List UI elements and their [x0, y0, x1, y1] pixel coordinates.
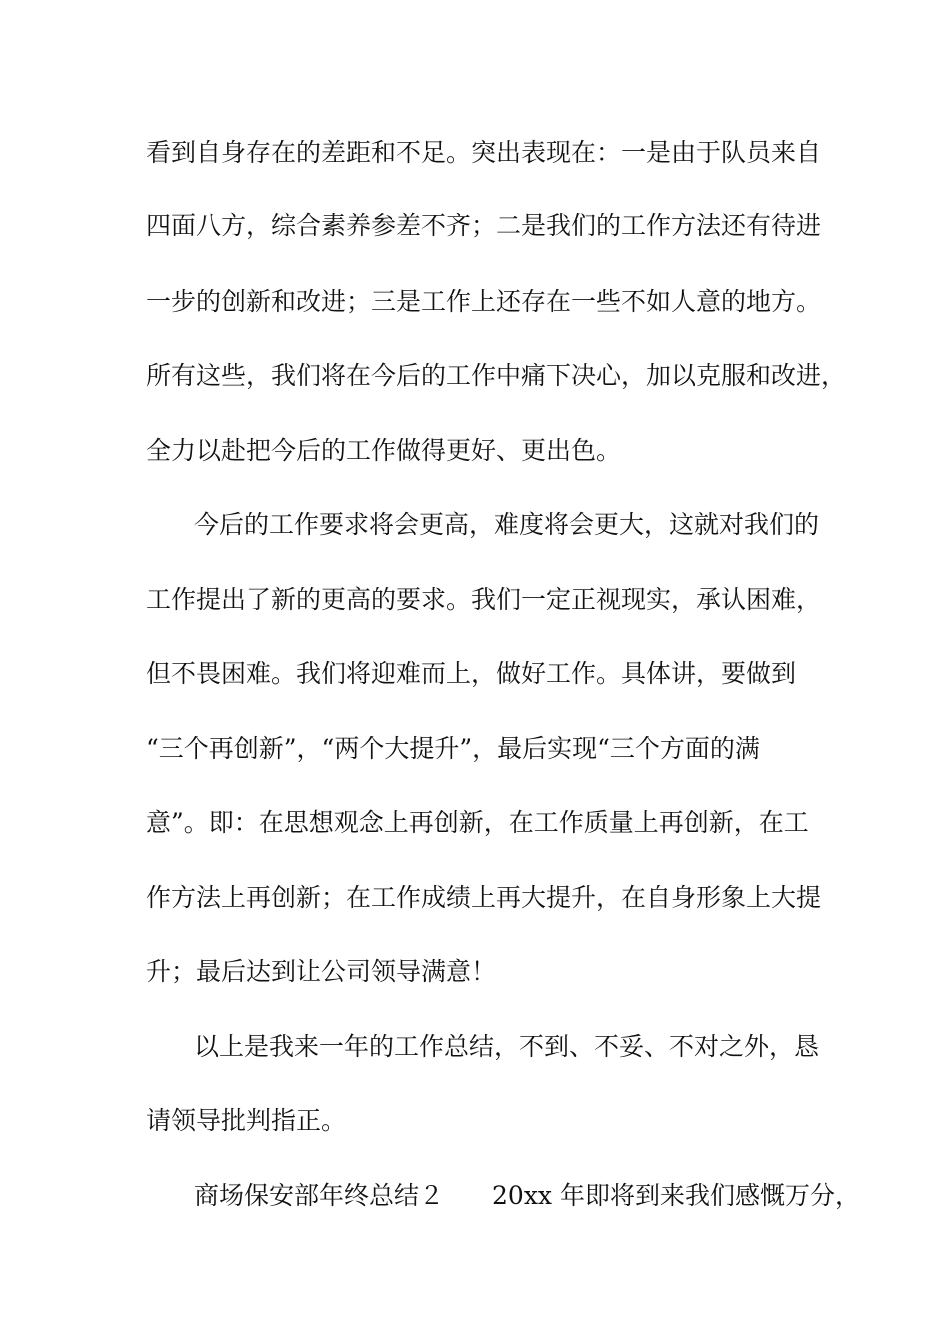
- paragraph-1-line-2: 四面八方，综合素养参差不齐；二是我们的工作方法还有待进: [146, 211, 822, 240]
- paragraph-3-line-1: 以上是我来一年的工作总结，不到、不妥、不对之外，恳: [194, 1032, 820, 1061]
- paragraph-3-line-2: 请领导批判指正。: [146, 1106, 347, 1135]
- paragraph-1-line-1: 看到自身存在的差距和不足。突出表现在：一是由于队员来自: [146, 138, 822, 167]
- paragraph-1-line-5: 全力以赴把今后的工作做得更好、更出色。: [146, 436, 622, 465]
- paragraph-1-line-4: 所有这些，我们将在今后的工作中痛下决心，加以克服和改进，: [146, 361, 847, 390]
- paragraph-2-line-6: 作方法上再创新；在工作成绩上再大提升，在自身形象上大提: [146, 883, 822, 912]
- paragraph-2-line-2: 工作提出了新的更高的要求。我们一定正视现实，承认困难，: [146, 585, 822, 614]
- paragraph-2-line-1: 今后的工作要求将会更高，难度将会更大，这就对我们的: [194, 510, 820, 539]
- paragraph-2-line-7: 升；最后达到让公司领导满意！: [146, 957, 497, 986]
- section-opening-text: 20xx 年即将到来我们感慨万分，: [492, 1181, 860, 1210]
- section-heading: 商场保安部年终总结２: [194, 1181, 445, 1210]
- paragraph-2-line-4: “三个再创新”，“两个大提升”，最后实现“三个方面的满: [146, 734, 760, 763]
- section-heading-line: [194, 1178, 874, 1214]
- paragraph-2-line-3: 但不畏困难。我们将迎难而上，做好工作。具体讲，要做到: [146, 659, 797, 688]
- paragraph-2-line-5: 意”。即：在思想观念上再创新，在工作质量上再创新，在工: [146, 808, 809, 837]
- paragraph-1-line-3: 一步的创新和改进；三是工作上还存在一些不如人意的地方。: [146, 287, 822, 316]
